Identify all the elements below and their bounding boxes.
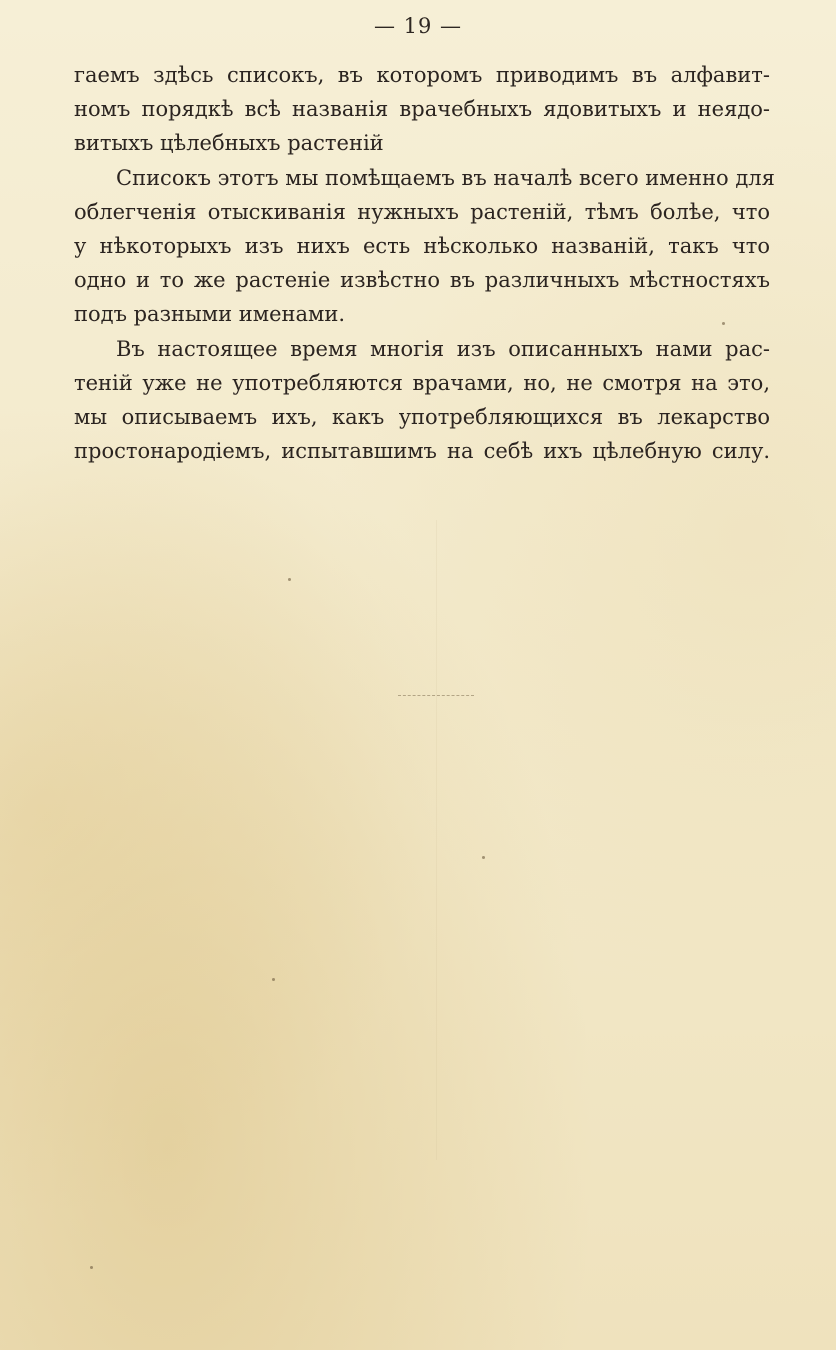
text-line: мы описываемъ ихъ, какъ употребляющихся въ лекарство: [74, 404, 770, 429]
paper-speck: [288, 578, 291, 581]
text-line: подъ разными именами.: [74, 302, 346, 327]
text-line: витыхъ цѣлебныхъ растеній: [74, 131, 384, 156]
text-line: облегченія отыскиванія нужныхъ растеній, тѣмъ болѣе, что: [74, 199, 770, 224]
bleed-through-texture: [0, 520, 836, 1220]
text-line: простонародіемъ, испытавшимъ на себѣ ихъ цѣлебную силу.: [74, 439, 770, 464]
text-line: Въ настоящее время многія изъ описанныхъ нами рас-: [116, 336, 770, 361]
body-text: [74, 58, 775, 468]
bleed-column-divider: [436, 520, 437, 1160]
text-line: у нѣкоторыхъ изъ нихъ есть нѣсколько названій, такъ что: [74, 233, 770, 258]
paper-speck: [482, 856, 485, 859]
paper-speck: [272, 978, 275, 981]
page-number: — 19 —: [373, 14, 463, 38]
paper-speck: [90, 1266, 93, 1269]
text-line: Списокъ этотъ мы помѣщаемъ въ началѣ всего именно для: [116, 165, 775, 190]
text-line: одно и то же растеніе извѣстно въ различныхъ мѣстностяхъ: [74, 268, 770, 293]
text-line: теній уже не употребляются врачами, но, не смотря на это,: [74, 370, 770, 395]
paper-speck: [722, 322, 725, 325]
text-line: номъ порядкѣ всѣ названія врачебныхъ ядовитыхъ и неядо-: [74, 97, 770, 122]
faint-dash-rule: [398, 695, 474, 696]
text-line: гаемъ здѣсь списокъ, въ которомъ приводимъ въ алфавит-: [74, 63, 770, 87]
